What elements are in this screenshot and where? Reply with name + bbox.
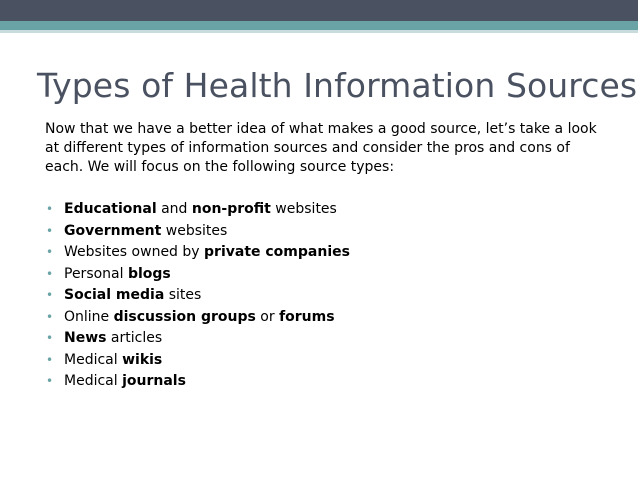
item-text: Medical bbox=[64, 351, 123, 368]
list-item-social-media bbox=[45, 285, 350, 307]
bullet-icon: • bbox=[46, 223, 54, 238]
header-accent-stripe bbox=[0, 21, 638, 30]
bold-term: blogs bbox=[127, 265, 171, 282]
item-text: Personal bbox=[64, 265, 128, 282]
header-band bbox=[0, 0, 638, 21]
list-item-discussion-groups bbox=[45, 307, 350, 329]
item-text: articles bbox=[106, 330, 163, 346]
item-text: websites bbox=[161, 222, 228, 239]
item-text: Online bbox=[64, 308, 114, 325]
bullet-icon: • bbox=[46, 266, 54, 281]
bullet-icon: • bbox=[46, 245, 54, 259]
list-item-journals bbox=[45, 371, 350, 393]
list-item-news bbox=[45, 328, 350, 350]
bullet-icon: • bbox=[46, 202, 54, 216]
bold-term: non-profit bbox=[191, 201, 271, 217]
source-type-list bbox=[45, 199, 350, 393]
list-item-wikis bbox=[45, 350, 350, 372]
item-text: Websites owned by bbox=[64, 244, 205, 260]
bold-term: private companies bbox=[204, 244, 350, 260]
header-thin-stripe bbox=[0, 30, 638, 33]
bold-term: forums bbox=[279, 308, 335, 325]
bullet-icon: • bbox=[46, 309, 54, 324]
bold-term: News bbox=[64, 330, 107, 346]
bold-term: journals bbox=[122, 373, 186, 389]
bullet-icon: • bbox=[46, 288, 54, 302]
bullet-icon: • bbox=[46, 331, 54, 345]
list-item-private-companies bbox=[45, 242, 350, 264]
item-text: sites bbox=[164, 287, 202, 303]
bold-term: Social media bbox=[64, 287, 165, 303]
item-text: websites bbox=[270, 201, 337, 217]
bold-term: discussion groups bbox=[113, 308, 256, 325]
bullet-icon: • bbox=[46, 374, 54, 388]
bold-term: wikis bbox=[122, 351, 163, 368]
item-text: or bbox=[255, 308, 280, 325]
intro-paragraph: Now that we have a better idea of what makes a good source, let’s take a look at different types of information sources and consider the pros and cons of each. We will focus on the following source types: bbox=[45, 121, 597, 175]
item-text: Medical bbox=[64, 373, 123, 389]
list-item-government bbox=[45, 221, 350, 243]
bullet-icon: • bbox=[46, 352, 54, 367]
bold-term: Government bbox=[64, 222, 162, 239]
item-text: and bbox=[156, 201, 192, 217]
slide-title: Types of Health Information Sources bbox=[37, 66, 638, 105]
bold-term: Educational bbox=[64, 201, 157, 217]
list-item-blogs bbox=[45, 264, 350, 286]
list-item-educational bbox=[45, 199, 350, 221]
